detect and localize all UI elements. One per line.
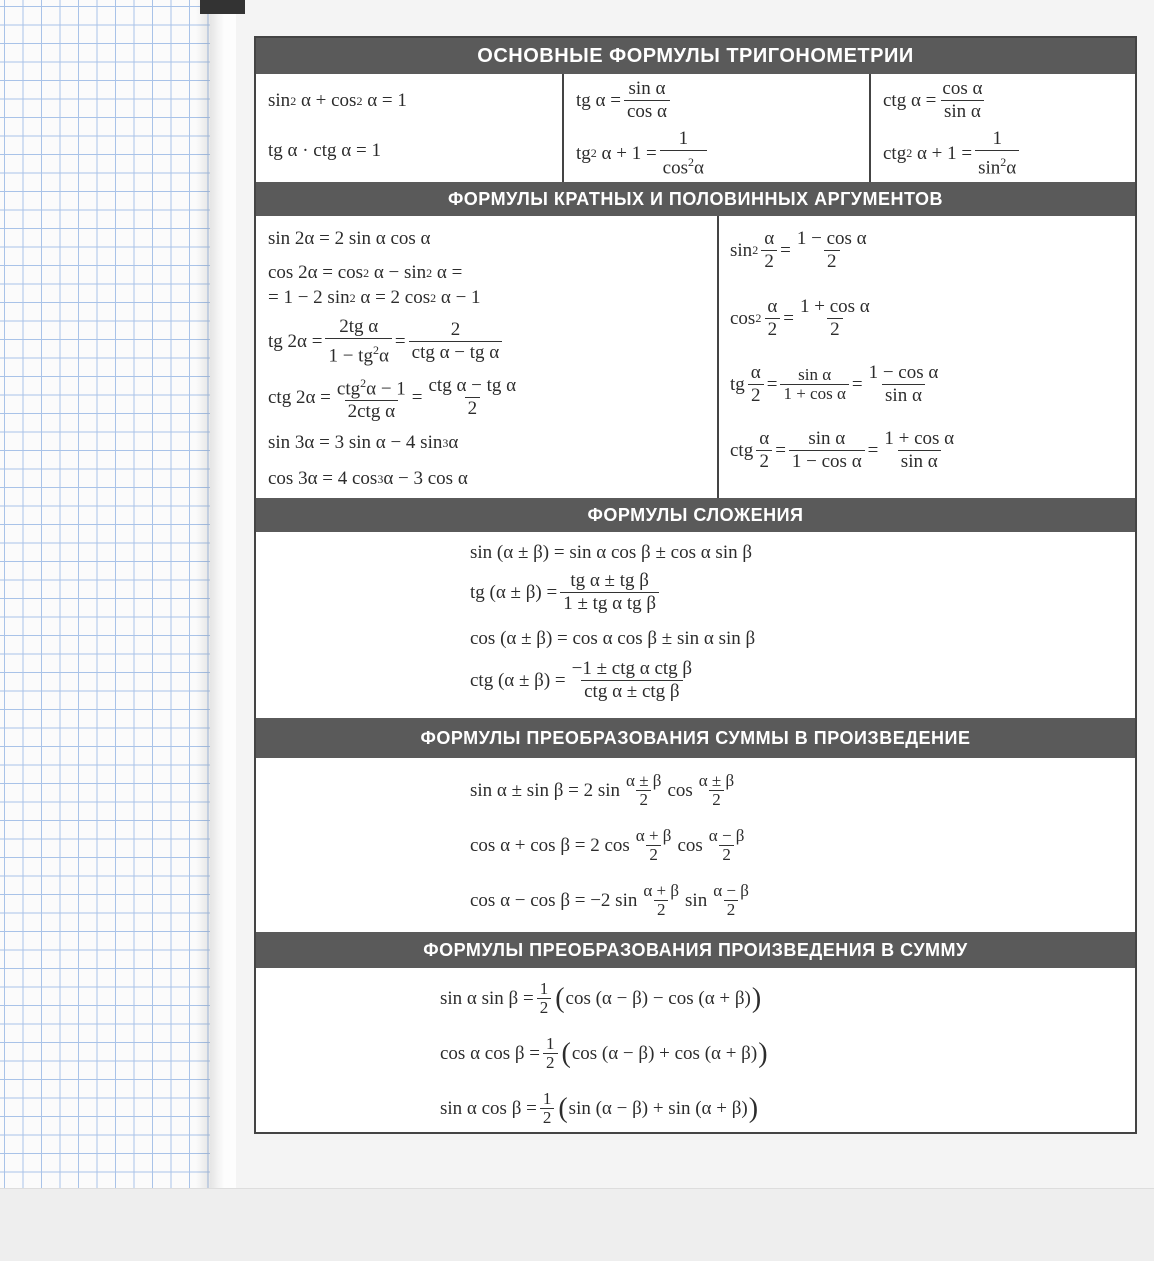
formula-cos-half: cos 2 $\frac{\alpha}{2}$ = $\frac{\text{1 + cos α}}{2}$ bbox=[730, 296, 870, 340]
formula-cos-3a: cos 3α = 4 cos 3 α − 3 cos α bbox=[268, 468, 468, 489]
divider bbox=[869, 74, 871, 182]
formula-tg-ctg-product: tg α · ctg α = 1 bbox=[268, 140, 381, 161]
formula-tg-squared: tg 2 α + 1 = $\frac{1}{\cos^2\alpha}$ bbox=[576, 128, 710, 179]
formula-sin-sum-to-product: sin α ± sin β = 2 sin $\frac{\alpha \pm \beta}{2}$ cos $\frac{\alpha \pm \beta}{2}$ bbox=[470, 771, 735, 809]
formula-cos-cos-product: cos α cos β = $\frac{1}{2}$ ( cos (α − β) + cos (α + β) ) bbox=[440, 1034, 768, 1072]
formula-tg-half: tg $\frac{\alpha}{2}$ = $\frac{\text{sin α}}{\text{1 + cos α}}$ = $\frac{\text{1 − cos α}}{\text{sin α}}$ bbox=[730, 362, 939, 406]
formula-ctg-definition: ctg α = $\frac{\text{cos α}}{\text{sin α}}$ bbox=[883, 78, 983, 122]
formula-sin-cos-product: sin α cos β = $\frac{1}{2}$ ( sin (α − β) + sin (α + β) ) bbox=[440, 1089, 759, 1127]
formula-cos-2a-line2: = 1 − 2 sin 2 α = 2 cos 2 α − 1 bbox=[268, 287, 481, 308]
formula-cos-diff-to-product: cos α − cos β = −2 sin $\frac{\alpha + \beta}{2}$ sin $\frac{\alpha - \beta}{2}$ bbox=[470, 881, 749, 919]
section-title-addition: ФОРМУЛЫ СЛОЖЕНИЯ bbox=[256, 498, 1135, 532]
page-bottom-margin bbox=[0, 1188, 1154, 1261]
formula-sin-sin-product: sin α sin β = $\frac{1}{2}$ ( cos (α − β) − cos (α + β) ) bbox=[440, 979, 762, 1017]
divider bbox=[717, 216, 719, 498]
formula-tg-sum: tg (α ± β) = $\frac{\text{tg α ± tg β}}{\text{1 ± tg α tg β}}$ bbox=[470, 570, 662, 615]
section-title-basic: ОСНОВНЫЕ ФОРМУЛЫ ТРИГОНОМЕТРИИ bbox=[256, 38, 1135, 74]
section-title-product-to-sum: ФОРМУЛЫ ПРЕОБРАЗОВАНИЯ ПРОИЗВЕДЕНИЯ В СУММУ bbox=[256, 932, 1135, 968]
notebook-spine bbox=[196, 0, 236, 1190]
formula-ctg-sum: ctg (α ± β) = $\frac{\text{−1 ± ctg α ctg β}}{\text{ctg α ± ctg β}}$ bbox=[470, 658, 693, 702]
formula-sheet bbox=[254, 36, 1137, 1134]
divider bbox=[562, 74, 564, 182]
formula-sin-3a: sin 3α = 3 sin α − 4 sin 3 α bbox=[268, 432, 459, 453]
binding-edge bbox=[200, 0, 245, 14]
formula-pythagorean: sin 2 α + cos 2 α = 1 bbox=[268, 90, 407, 111]
formula-cos-sum: cos (α ± β) = cos α cos β ± sin α sin β bbox=[470, 628, 756, 649]
formula-sin-2a: sin 2α = 2 sin α cos α bbox=[268, 228, 431, 249]
formula-ctg-2a: ctg 2α = $\frac{ctg^2\alpha - 1}{\text{2ctg α}}$ = $\frac{\text{ctg α − tg α}}{2}$ bbox=[268, 375, 517, 423]
formula-tg-2a: tg 2α = $\frac{\text{2tg α}}{1 - tg^2\alpha}$ = $\frac{2}{\text{ctg α − tg α}}$ bbox=[268, 316, 505, 367]
formula-tg-definition: tg α = $\frac{\text{sin α}}{\text{cos α}}$ bbox=[576, 78, 673, 123]
formula-cos-sum-to-product: cos α + cos β = 2 cos $\frac{\alpha + \beta}{2}$ cos $\frac{\alpha - \beta}{2}$ bbox=[470, 826, 745, 864]
section-title-sum-to-product: ФОРМУЛЫ ПРЕОБРАЗОВАНИЯ СУММЫ В ПРОИЗВЕДЕНИЕ bbox=[256, 718, 1135, 758]
formula-ctg-squared: ctg 2 α + 1 = $\frac{1}{\sin^2\alpha}$ bbox=[883, 128, 1022, 179]
section-title-multiple: ФОРМУЛЫ КРАТНЫХ И ПОЛОВИННЫХ АРГУМЕНТОВ bbox=[256, 182, 1135, 216]
graph-paper-page bbox=[0, 0, 210, 1190]
formula-ctg-half: ctg $\frac{\alpha}{2}$ = $\frac{\text{sin α}}{\text{1 − cos α}}$ = $\frac{\text{1 + cos α}}{\text{sin α}}$ bbox=[730, 428, 955, 472]
formula-sin-half: sin 2 $\frac{\alpha}{2}$ = $\frac{\text{1 − cos α}}{2}$ bbox=[730, 228, 867, 272]
formula-cos-2a-line1: cos 2α = cos 2 α − sin 2 α = bbox=[268, 262, 463, 283]
formula-sin-sum: sin (α ± β) = sin α cos β ± cos α sin β bbox=[470, 542, 753, 563]
